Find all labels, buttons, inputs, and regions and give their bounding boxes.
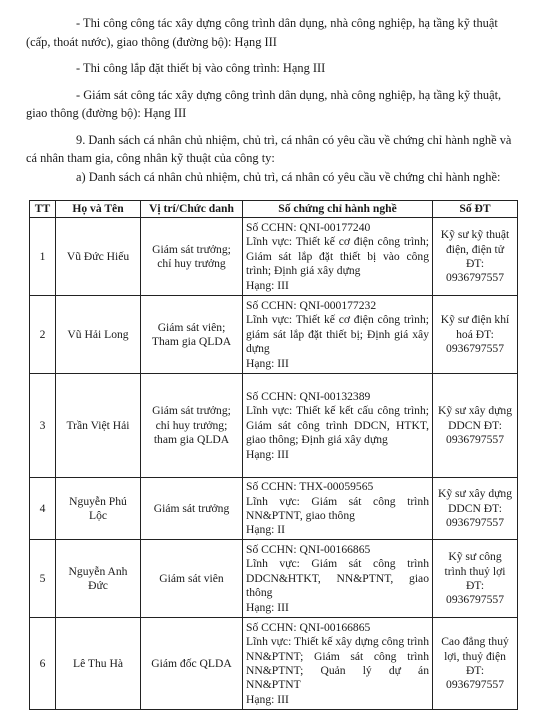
certificate-cell xyxy=(243,218,433,296)
row-number: 3 xyxy=(30,374,56,478)
table-header-row xyxy=(30,201,518,218)
person-role: Giám sát trưởng; chỉ huy trưởng xyxy=(141,218,243,296)
table-row xyxy=(30,374,518,478)
person-role: Giám sát viên; Tham gia QLDA xyxy=(141,296,243,374)
certificate-number: Số CCHN: QNI-00166865 xyxy=(246,620,371,634)
table-row xyxy=(30,478,518,540)
header-role: Vị trí/Chức danh xyxy=(141,201,243,218)
certificate-field: Lĩnh vực: Thiết kế cơ điện công trình; giám sát lắp đặt thiết bị; Định giá xây dựng xyxy=(246,313,429,356)
qualification-phone: Kỹ sư xây dựng DDCN ĐT: 0936797557 xyxy=(433,478,518,540)
certificate-cell xyxy=(243,478,433,540)
certificate-grade: Hạng: III xyxy=(246,692,289,706)
qualification-phone: Kỹ sư xây dựng DDCN ĐT: 0936797557 xyxy=(433,374,518,478)
certificate-grade: Hạng: III xyxy=(246,600,289,614)
qualification-phone: Kỹ sư công trình thuỷ lợi ĐT: 0936797557 xyxy=(433,540,518,618)
person-role: Giám sát trưởng xyxy=(141,478,243,540)
row-number: 2 xyxy=(30,296,56,374)
person-name: Vũ Đức Hiếu xyxy=(56,218,141,296)
certificate-field: Lĩnh vực: Giám sát công trình DDCN&HTKT, NN&PTNT, giao thông xyxy=(246,557,429,600)
person-name: Trần Việt Hải xyxy=(56,374,141,478)
header-phone: Số ĐT xyxy=(433,201,518,218)
person-name: Lê Thu Hà xyxy=(56,618,141,710)
person-name: Vũ Hải Long xyxy=(56,296,141,374)
table-row xyxy=(30,540,518,618)
certificate-field: Lĩnh vực: Thiết kế cơ điện công trình; Giám sát lắp đặt thiết bị vào công trình; Định giá xây dựng xyxy=(246,235,429,278)
certificate-cell xyxy=(243,540,433,618)
certificate-number: Số CCHN: THX-00059565 xyxy=(246,480,374,494)
paragraph-supervision-grade: - Giám sát công tác xây dựng công trình dân dụng, nhà công nghiệp, hạ tầng kỹ thuật, giao thông (đường bộ): Hạng III xyxy=(26,87,502,120)
table-row xyxy=(30,296,518,374)
personnel-table xyxy=(29,200,518,710)
row-number: 1 xyxy=(30,218,56,296)
row-number: 4 xyxy=(30,478,56,540)
person-role: Giám sát trưởng; chỉ huy trưởng; tham gia QLDA xyxy=(141,374,243,478)
person-role: Giám sát viên xyxy=(141,540,243,618)
qualification-phone: Kỹ sư kỹ thuật điện, điện tử ĐT: 0936797557 xyxy=(433,218,518,296)
table-row xyxy=(30,218,518,296)
certificate-number: Số CCHN: QNI-00166865 xyxy=(246,542,371,556)
qualification-phone: Kỹ sư điện khí hoá ĐT: 0936797557 xyxy=(433,296,518,374)
qualification-phone: Cao đẳng thuỷ lợi, thuỷ điện ĐT: 0936797557 xyxy=(433,618,518,710)
certificate-grade: Hạng: II xyxy=(246,523,285,537)
section-9-heading: 9. Danh sách cá nhân chủ nhiệm, chủ trì, cá nhân có yêu cầu về chứng chỉ hành nghề và cá nhân tham gia, công nhân kỹ thuật của công ty: xyxy=(26,132,512,165)
row-number: 5 xyxy=(30,540,56,618)
person-name: Nguyễn Anh Đức xyxy=(56,540,141,618)
certificate-cell xyxy=(243,374,433,478)
person-role: Giám đốc QLDA xyxy=(141,618,243,710)
certificate-number: Số CCHN: QNI-000177232 xyxy=(246,298,377,312)
header-cert: Số chứng chỉ hành nghề xyxy=(243,201,433,218)
header-name: Họ và Tên xyxy=(56,201,141,218)
certificate-number: Số CCHN: QNI-00132389 xyxy=(246,389,371,403)
certificate-field: Lĩnh vực: Thiết kế xây dựng công trình NN&PTNT; Giám sát công trình NN&PTNT; Quản lý dự án NN&PTNT xyxy=(246,635,429,692)
certificate-grade: Hạng: III xyxy=(246,278,289,292)
certificate-grade: Hạng: III xyxy=(246,356,289,370)
certificate-field: Lĩnh vực: Thiết kế kết cấu công trình; Giám sát công trình DDCN, HTKT, giao thông; Định giá xây dựng xyxy=(246,404,429,447)
paragraph-construction-grade: - Thi công công tác xây dựng công trình dân dụng, nhà công nghiệp, hạ tầng kỹ thuật (cấp, thoát nước), giao thông (đường bộ): Hạng III xyxy=(26,16,498,49)
certificate-grade: Hạng: III xyxy=(246,447,289,461)
subsection-a-heading: a) Danh sách cá nhân chủ nhiệm, chủ trì, cá nhân có yêu cầu về chứng chỉ hành nghề: xyxy=(76,169,501,184)
header-tt: TT xyxy=(30,201,56,218)
certificate-cell xyxy=(243,618,433,710)
certificate-number: Số CCHN: QNI-00177240 xyxy=(246,220,371,234)
paragraph-installation-grade: - Thi công lắp đặt thiết bị vào công trình: Hạng III xyxy=(76,61,326,75)
table-row xyxy=(30,618,518,710)
certificate-field: Lĩnh vực: Giám sát công trình NN&PTNT, giao thông xyxy=(246,494,429,522)
certificate-cell xyxy=(243,296,433,374)
row-number: 6 xyxy=(30,618,56,710)
person-name: Nguyễn Phú Lộc xyxy=(56,478,141,540)
